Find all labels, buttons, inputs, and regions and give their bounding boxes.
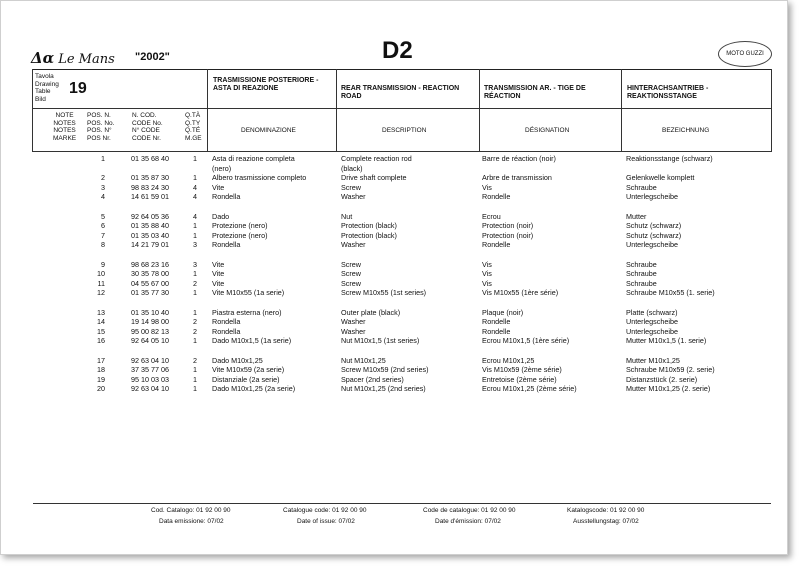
name-it: Dado M10x1,25: [212, 355, 263, 365]
name-de: Mutter M10x1,5 (1. serie): [626, 336, 707, 346]
col-divider-it: [207, 69, 208, 152]
part-code: 98 68 23 16: [131, 259, 169, 269]
name-it: Protezione (nero): [212, 230, 268, 240]
footer-code-de: Katalogscode: 01 92 00 90: [567, 507, 645, 514]
name-de: Schraube: [626, 269, 657, 279]
table-label-fr: Table: [35, 88, 51, 95]
name-en: Nut M10x1,5 (1st series): [341, 336, 420, 346]
group-title-it: TRASMISSIONE POSTERIORE - ASTA DI REAZIONE: [213, 77, 319, 92]
name-fr: Ecrou M10x1,25 (2ème série): [482, 384, 577, 394]
name-en: Drive shaft complete: [341, 173, 407, 183]
col-designation: DÉSIGNATION: [525, 127, 570, 134]
name-fr: Ecrou M10x1,25: [482, 355, 535, 365]
table-number: 19: [69, 80, 87, 97]
pos-number: 19: [97, 374, 105, 384]
pos-number: 12: [97, 288, 105, 298]
left-border: [32, 69, 33, 152]
col-divider-fr: [479, 69, 480, 152]
name-de: Mutter M10x1,25: [626, 355, 680, 365]
name-it: Vite: [212, 269, 225, 279]
pos-number: 1: [101, 154, 105, 163]
pos-number: 8: [101, 240, 105, 250]
brand-logo: [718, 41, 772, 67]
col-code: [132, 112, 163, 142]
name-en: Washer: [341, 192, 366, 202]
table-row: [1, 183, 787, 193]
col-notes-de: MARKE: [53, 134, 77, 142]
col-denominazione: DENOMINAZIONE: [241, 127, 296, 134]
name-de: Distanzstück (2. serie): [626, 374, 698, 384]
col-divider-de: [621, 69, 622, 152]
table-row: [1, 288, 787, 298]
name-fr: Barre de réaction (noir): [482, 154, 556, 163]
name-it: Dado M10x1,5 (1a serie): [212, 336, 292, 346]
part-code: 01 35 77 30: [131, 288, 169, 298]
table-row: [1, 260, 787, 270]
table-row: [1, 212, 787, 222]
col-notes-fr: NOTES: [53, 127, 76, 134]
name-de: Gelenkwelle komplett: [626, 173, 695, 183]
name-fr: Vis: [482, 182, 492, 192]
col-qty-fr: Q.TÉ: [185, 127, 201, 134]
name-de: Unterlegscheibe: [626, 192, 678, 202]
name-en: Nut M10x1,25 (2nd series): [341, 384, 426, 394]
name-it: Vite: [212, 278, 225, 288]
name-fr: Protection (noir): [482, 230, 534, 240]
pos-number: 6: [101, 221, 105, 231]
col-qty: [185, 112, 202, 142]
col-code-de: CODE Nr.: [132, 134, 161, 142]
pos-number: 17: [97, 355, 105, 365]
name-en: Nut: [341, 211, 353, 221]
col-code-fr: N° CODE: [132, 127, 160, 134]
part-code: 01 35 68 40: [131, 154, 169, 163]
footer-date-it: Data emissione: 07/02: [159, 518, 224, 525]
table-row: [1, 173, 787, 183]
col-description: DESCRIPTION: [382, 127, 427, 134]
quantity: 4: [193, 211, 197, 221]
name-it: (nero): [212, 163, 232, 173]
name-it: Protezione (nero): [212, 221, 268, 231]
quantity: 2: [193, 278, 197, 288]
name-fr: Plaque (noir): [482, 307, 524, 317]
quantity: 1: [193, 221, 197, 231]
table-row: [1, 279, 787, 289]
col-code-en: CODE No.: [132, 119, 163, 127]
name-it: Asta di reazione completa: [212, 154, 295, 163]
table-row: [1, 356, 787, 366]
name-en: Nut M10x1,25: [341, 355, 386, 365]
quantity: 1: [193, 365, 197, 375]
name-de: Schutz (schwarz): [626, 230, 682, 240]
col-qty-en: Q.TY: [185, 119, 201, 127]
quantity: 1: [193, 269, 197, 279]
part-code: 14 61 59 01: [131, 192, 169, 202]
quantity: 1: [193, 154, 197, 163]
col-pos: [87, 112, 114, 142]
col-pos-fr: POS. N°: [87, 127, 112, 134]
part-code: 14 21 79 01: [131, 240, 169, 250]
table-row: [1, 231, 787, 241]
name-it: Dado: [212, 211, 230, 221]
name-de: Mutter M10x1,25 (2. serie): [626, 384, 711, 394]
quantity: 4: [193, 182, 197, 192]
model-logo: [31, 49, 115, 67]
quantity: 1: [193, 230, 197, 240]
name-en: Protection (black): [341, 230, 397, 240]
col-pos-en: POS. No.: [87, 119, 115, 127]
footer-date-en: Date of issue: 07/02: [297, 518, 355, 525]
page-code: D2: [382, 37, 413, 64]
col-qty-it: Q.TÀ: [185, 112, 201, 119]
name-fr: Rondelle: [482, 317, 511, 327]
name-de: Schraube: [626, 278, 657, 288]
quantity: 1: [193, 173, 197, 183]
name-de: Platte (schwarz): [626, 307, 678, 317]
group-title-fr: TRANSMISSION AR. - TIGE DE RÉACTION: [484, 85, 586, 100]
name-de: Unterlegscheibe: [626, 240, 678, 250]
name-it: Piastra esterna (nero): [212, 307, 282, 317]
pos-number: 14: [97, 317, 105, 327]
table-row: [1, 317, 787, 327]
col-qty-de: M.GE: [185, 134, 202, 142]
part-code: 92 63 04 10: [131, 384, 169, 394]
name-en: Washer: [341, 317, 366, 327]
part-code: 92 63 04 10: [131, 355, 169, 365]
footer-code-fr: Code de catalogue: 01 92 00 90: [423, 507, 516, 514]
pos-number: 13: [97, 307, 105, 317]
table-label-de: Bild: [35, 95, 46, 103]
table-row: [1, 308, 787, 318]
col-pos-it: POS. N.: [87, 112, 111, 119]
name-en: Washer: [341, 326, 366, 336]
pos-number: 9: [101, 259, 105, 269]
pos-number: 10: [97, 269, 105, 279]
footer-rule: [33, 503, 771, 504]
name-it: Albero trasmissione completo: [212, 173, 307, 183]
table-row: [1, 365, 787, 375]
col-notes: [53, 112, 76, 142]
name-it: Rondella: [212, 240, 241, 250]
table-label-en: Drawing: [35, 80, 59, 88]
name-fr: Ecrou: [482, 211, 501, 221]
quantity: 3: [193, 259, 197, 269]
quantity: 2: [193, 317, 197, 327]
name-de: Mutter: [626, 211, 647, 221]
part-code: 30 35 78 00: [131, 269, 169, 279]
name-fr: Vis M10x55 (1ère série): [482, 288, 559, 298]
part-code: 95 10 03 03: [131, 374, 169, 384]
name-en: Screw: [341, 182, 361, 192]
col-pos-de: POS Nr.: [87, 134, 111, 142]
table-row: [1, 384, 787, 394]
brand-text: MOTO GUZZI: [726, 51, 764, 57]
pos-number: 4: [101, 192, 105, 202]
name-en: Screw: [341, 278, 361, 288]
name-de: Unterlegscheibe: [626, 326, 678, 336]
part-code: 01 35 10 40: [131, 307, 169, 317]
quantity: 2: [193, 355, 197, 365]
table-row: [1, 221, 787, 231]
name-en: Protection (black): [341, 221, 397, 231]
table-row: [1, 269, 787, 279]
part-code: 01 35 87 30: [131, 173, 169, 183]
part-code: 01 35 03 40: [131, 230, 169, 240]
table-row: [1, 336, 787, 346]
col-code-it: N. COD.: [132, 112, 157, 119]
quantity: 3: [193, 240, 197, 250]
quantity: 1: [193, 384, 197, 394]
name-en: Screw: [341, 269, 361, 279]
name-en: Screw M10x59 (2nd series): [341, 365, 429, 375]
logo-mark: Δα: [31, 49, 55, 67]
right-border: [771, 69, 772, 152]
name-en: Screw M10x55 (1st series): [341, 288, 427, 298]
quantity: 2: [193, 326, 197, 336]
name-it: Rondella: [212, 326, 241, 336]
name-it: Rondella: [212, 192, 241, 202]
name-it: Rondella: [212, 317, 241, 327]
quantity: 1: [193, 336, 197, 346]
name-it: Dado M10x1,25 (2a serie): [212, 384, 296, 394]
name-it: Vite: [212, 182, 225, 192]
name-it: Vite: [212, 259, 225, 269]
quantity: 1: [193, 307, 197, 317]
name-fr: Entretoise (2ème série): [482, 374, 557, 384]
name-fr: Protection (noir): [482, 221, 534, 231]
name-fr: Rondelle: [482, 240, 511, 250]
name-de: Schraube: [626, 259, 657, 269]
quantity: 1: [193, 288, 197, 298]
name-de: Schutz (schwarz): [626, 221, 682, 231]
name-it: Distanziale (2a serie): [212, 374, 280, 384]
part-code: 19 14 98 00: [131, 317, 169, 327]
part-code: 01 35 88 40: [131, 221, 169, 231]
name-de: Reaktionsstange (schwarz): [626, 154, 713, 163]
name-it: Vite M10x59 (2a serie): [212, 365, 285, 375]
pos-number: 7: [101, 230, 105, 240]
table-row: [1, 164, 787, 174]
name-de: Schraube: [626, 182, 657, 192]
pos-number: 5: [101, 211, 105, 221]
pos-number: 2: [101, 173, 105, 183]
footer-date-fr: Date d'émission: 07/02: [435, 518, 501, 525]
name-fr: Rondelle: [482, 192, 511, 202]
table-label: [35, 73, 59, 103]
table-row: [1, 192, 787, 202]
name-en: Outer plate (black): [341, 307, 401, 317]
name-fr: Arbre de transmission: [482, 173, 552, 183]
pos-number: 18: [97, 365, 105, 375]
name-en: (black): [341, 163, 363, 173]
footer-code-it: Cod. Catalogo: 01 92 00 90: [151, 507, 231, 514]
name-en: Washer: [341, 240, 366, 250]
logo-text: Le Mans: [58, 52, 115, 67]
name-de: Unterlegscheibe: [626, 317, 678, 327]
part-code: 95 00 82 13: [131, 326, 169, 336]
top-rule: [33, 69, 771, 70]
name-fr: Ecrou M10x1,5 (1ère série): [482, 336, 570, 346]
part-code: 92 64 05 36: [131, 211, 169, 221]
quantity: 4: [193, 192, 197, 202]
name-fr: Vis: [482, 259, 492, 269]
pos-number: 3: [101, 182, 105, 192]
columns-rule: [33, 151, 771, 152]
name-fr: Vis M10x59 (2ème série): [482, 365, 562, 375]
name-fr: Rondelle: [482, 326, 511, 336]
footer-code-en: Catalogue code: 01 92 00 90: [283, 507, 367, 514]
pos-number: 15: [97, 326, 105, 336]
header-rule: [33, 108, 771, 109]
group-title-de: HINTERACHSANTRIEB - REAKTIONSSTANGE: [627, 85, 709, 100]
quantity: 1: [193, 374, 197, 384]
table-row: [1, 327, 787, 337]
model-year: "2002": [135, 51, 170, 63]
name-en: Complete reaction rod: [341, 154, 412, 163]
footer-date-de: Ausstellungstag: 07/02: [573, 518, 639, 525]
name-en: Spacer (2nd series): [341, 374, 404, 384]
part-code: 04 55 67 00: [131, 278, 169, 288]
table-label-it: Tavola: [35, 73, 54, 80]
name-fr: Vis: [482, 269, 492, 279]
name-de: Schraube M10x59 (2. serie): [626, 365, 715, 375]
col-bezeichnung: BEZEICHNUNG: [662, 127, 710, 134]
table-row: [1, 154, 787, 164]
part-code: 37 35 77 06: [131, 365, 169, 375]
col-divider-en: [336, 69, 337, 152]
part-code: 98 83 24 30: [131, 182, 169, 192]
name-en: Screw: [341, 259, 361, 269]
pos-number: 20: [97, 384, 105, 394]
part-code: 92 64 05 10: [131, 336, 169, 346]
col-notes-it: NOTE: [55, 112, 74, 119]
name-de: Schraube M10x55 (1. serie): [626, 288, 715, 298]
name-fr: Vis: [482, 278, 492, 288]
pos-number: 11: [97, 278, 105, 288]
name-it: Vite M10x55 (1a serie): [212, 288, 285, 298]
group-title-en: REAR TRANSMISSION - REACTION ROAD: [341, 85, 460, 100]
col-notes-en: NOTES: [53, 119, 76, 127]
pos-number: 16: [97, 336, 105, 346]
table-row: [1, 375, 787, 385]
table-row: [1, 240, 787, 250]
